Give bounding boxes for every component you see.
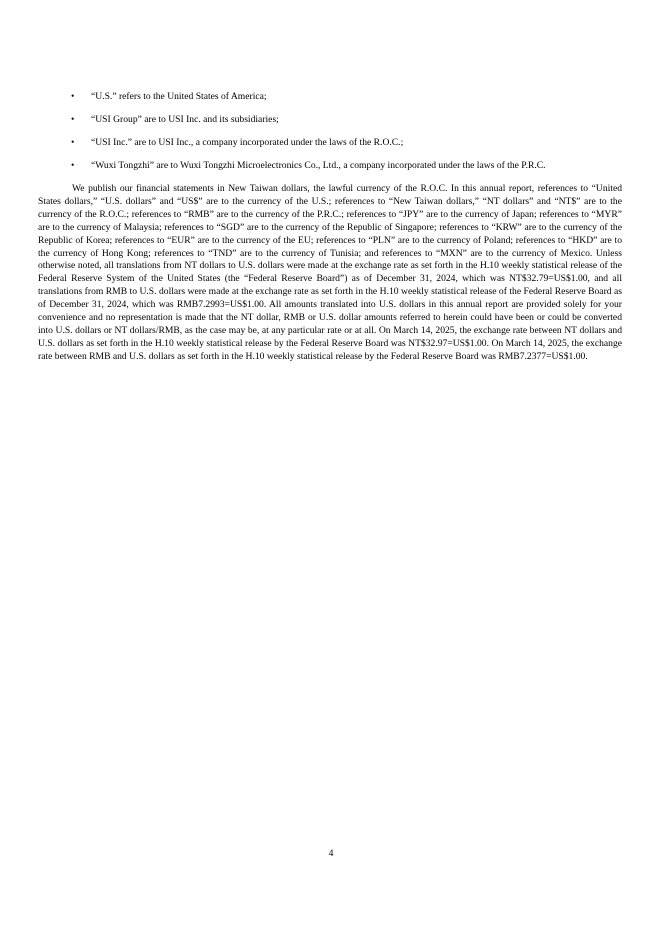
list-item [0, 112, 662, 127]
page-number: 4 [328, 848, 334, 859]
bullet-icon: • [71, 114, 75, 125]
bullet-icon: • [71, 137, 75, 148]
list-item-text: “USI Inc.” are to USI Inc., a company incorporated under the laws of the R.O.C.; [91, 137, 404, 148]
definitions-list [0, 89, 662, 181]
bullet-icon: • [71, 160, 75, 171]
list-item [0, 89, 662, 104]
list-item-text: “Wuxi Tongzhi” are to Wuxi Tongzhi Microelectronics Co., Ltd., a company incorporated under the laws of the P.R.C. [91, 160, 546, 171]
list-item-text: “USI Group” are to USI Inc. and its subsidiaries; [91, 114, 279, 125]
bullet-icon: • [71, 91, 75, 102]
list-item [0, 135, 662, 150]
list-item-text: “U.S.” refers to the United States of America; [91, 91, 267, 102]
currency-paragraph: We publish our financial statements in New Taiwan dollars, the lawful currency of the R.O.C. In this annual report, references to “United States dollars,” “U.S. dollars” and “US$” are to the currency of the U.S.; references to “New Taiwan dollars,” “NT dollars” and “NT$” are to the currency of the R.O.C.; references to “RMB” are to the currency of the P.R.C.; references to “JPY” are to the currency of Japan; references to “MYR” are to the currency of Malaysia; references to “SGD” are to the currency of the Republic of Singapore; references to “KRW” are to the currency of the Republic of Korea; references to “EUR” are to the currency of the EU; references to “PLN” are to the currency of Poland; references to “HKD” are to the currency of Hong Kong; references to “TND” are to the currency of Tunisia; and references to “MXN” are to the currency of Mexico. Unless otherwise noted, all translations from NT dollars to U.S. dollars were made at the exchange rate as set forth in the H.10 weekly statistical release of the Federal Reserve System of the United States (the “Federal Reserve Board”) as of December 31, 2024, which was NT$32.79=US$1.00, and all translations from RMB to U.S. dollars were made at the exchange rate as set forth in the H.10 weekly statistical release of the Federal Reserve Board as of December 31, 2024, which was RMB7.2993=US$1.00. All amounts translated into U.S. dollars in this annual report are provided solely for your convenience and no representation is made that the NT dollar, RMB or U.S. dollar amounts referred to herein could have been or could be converted into U.S. dollars or NT dollars/RMB, as the case may be, at any particular rate or at all. On March 14, 2025, the exchange rate between NT dollars and U.S. dollars as set forth in the H.10 weekly statistical release by the Federal Reserve Board was NT$32.97=US$1.00. On March 14, 2025, the exchange rate between RMB and U.S. dollars as set forth in the H.10 weekly statistical release by the Federal Reserve Board was RMB7.2377=US$1.00. [38, 183, 622, 362]
list-item [0, 158, 662, 173]
